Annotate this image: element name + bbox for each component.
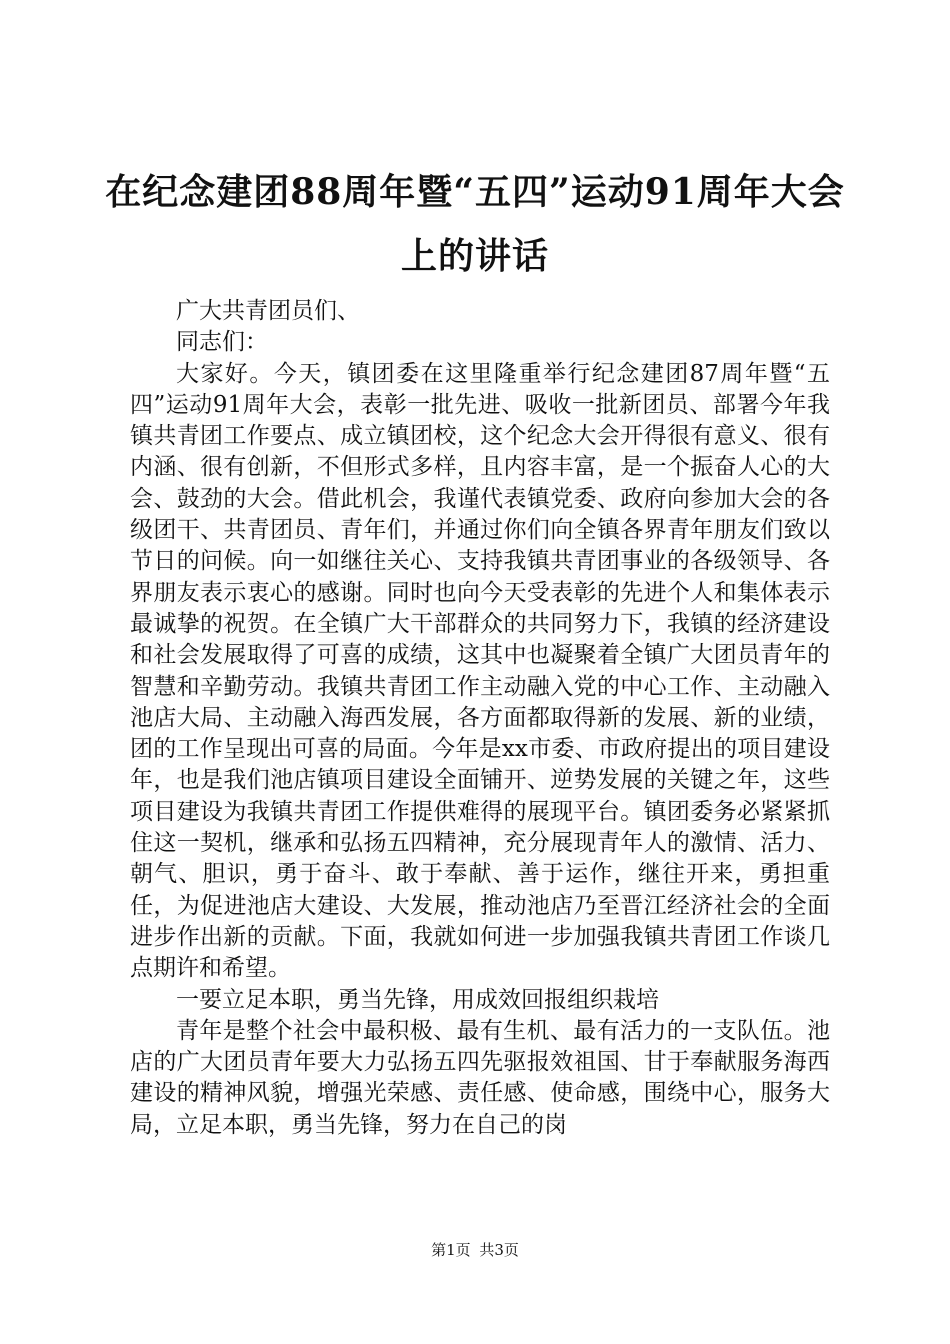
page-total: 共3页 xyxy=(479,1241,519,1259)
salutation-line: 同志们： xyxy=(176,329,268,356)
document-body xyxy=(130,296,830,1141)
page-number: 第1页 xyxy=(431,1241,471,1259)
body-paragraph: 大家好。今天，镇团委在这里隆重举行纪念建团87周年暨“五四”运动91周年大会，表彰一批先进、吸收一批新团员、部署今年我镇共青团工作要点、成立镇团校，这个纪念大会开得很有意义、很有内涵、很有创新，不但形式多样，且内容丰富，是一个振奋人心的大会、鼓劲的大会。借此机会，我谨代表镇党委、政府向参加大会的各级团干、共青团员、青年们，并通过你们向全镇各界青年朋友们致以节日的问候。向一如继往关心、支持我镇共青团事业的各级领导、各界朋友表示衷心的感谢。同时也向今天受表彰的先进个人和集体表示最诚挚的祝贺。在全镇广大干部群众的共同努力下，我镇的经济建设和社会发展取得了可喜的成绩，这其中也凝聚着全镇广大团员青年的智慧和辛勤劳动。我镇共青团工作主动融入党的中心工作、主动融入池店大局、主动融入海西发展，各方面都取得新的发展、新的业绩，团的工作呈现出可喜的局面。今年是xx市委、市政府提出的项目建设年，也是我们池店镇项目建设全面铺开、逆势发展的关键之年，这些项目建设为我镇共青团工作提供难得的展现平台。镇团委务必紧紧抓住这一契机，继承和弘扬五四精神，充分展现青年人的激情、活力、朝气、胆识，勇于奋斗、敢于奉献、善于运作，继往开来，勇担重任，为促进池店大建设、大发展，推动池店乃至晋江经济社会的全面进步作出新的贡献。下面，我就如何进一步加强我镇共青团工作谈几点期许和希望。 xyxy=(130,360,830,982)
page-footer xyxy=(0,1240,950,1260)
body-paragraph: 青年是整个社会中最积极、最有生机、最有活力的一支队伍。池店的广大团员青年要大力弘扬五四先驱报效祖国、甘于奉献服务海西建设的精神风貌，增强光荣感、责任感、使命感，围绕中心，服务大局，立足本职，勇当先锋，努力在自己的岗 xyxy=(130,1017,830,1138)
document-title: 在纪念建团88周年暨“五四”运动91周年大会上的讲话 xyxy=(105,171,845,277)
section-heading: 一要立足本职，勇当先锋，用成效回报组织栽培 xyxy=(176,986,659,1013)
salutation-line: 广大共青团员们、 xyxy=(176,298,360,324)
